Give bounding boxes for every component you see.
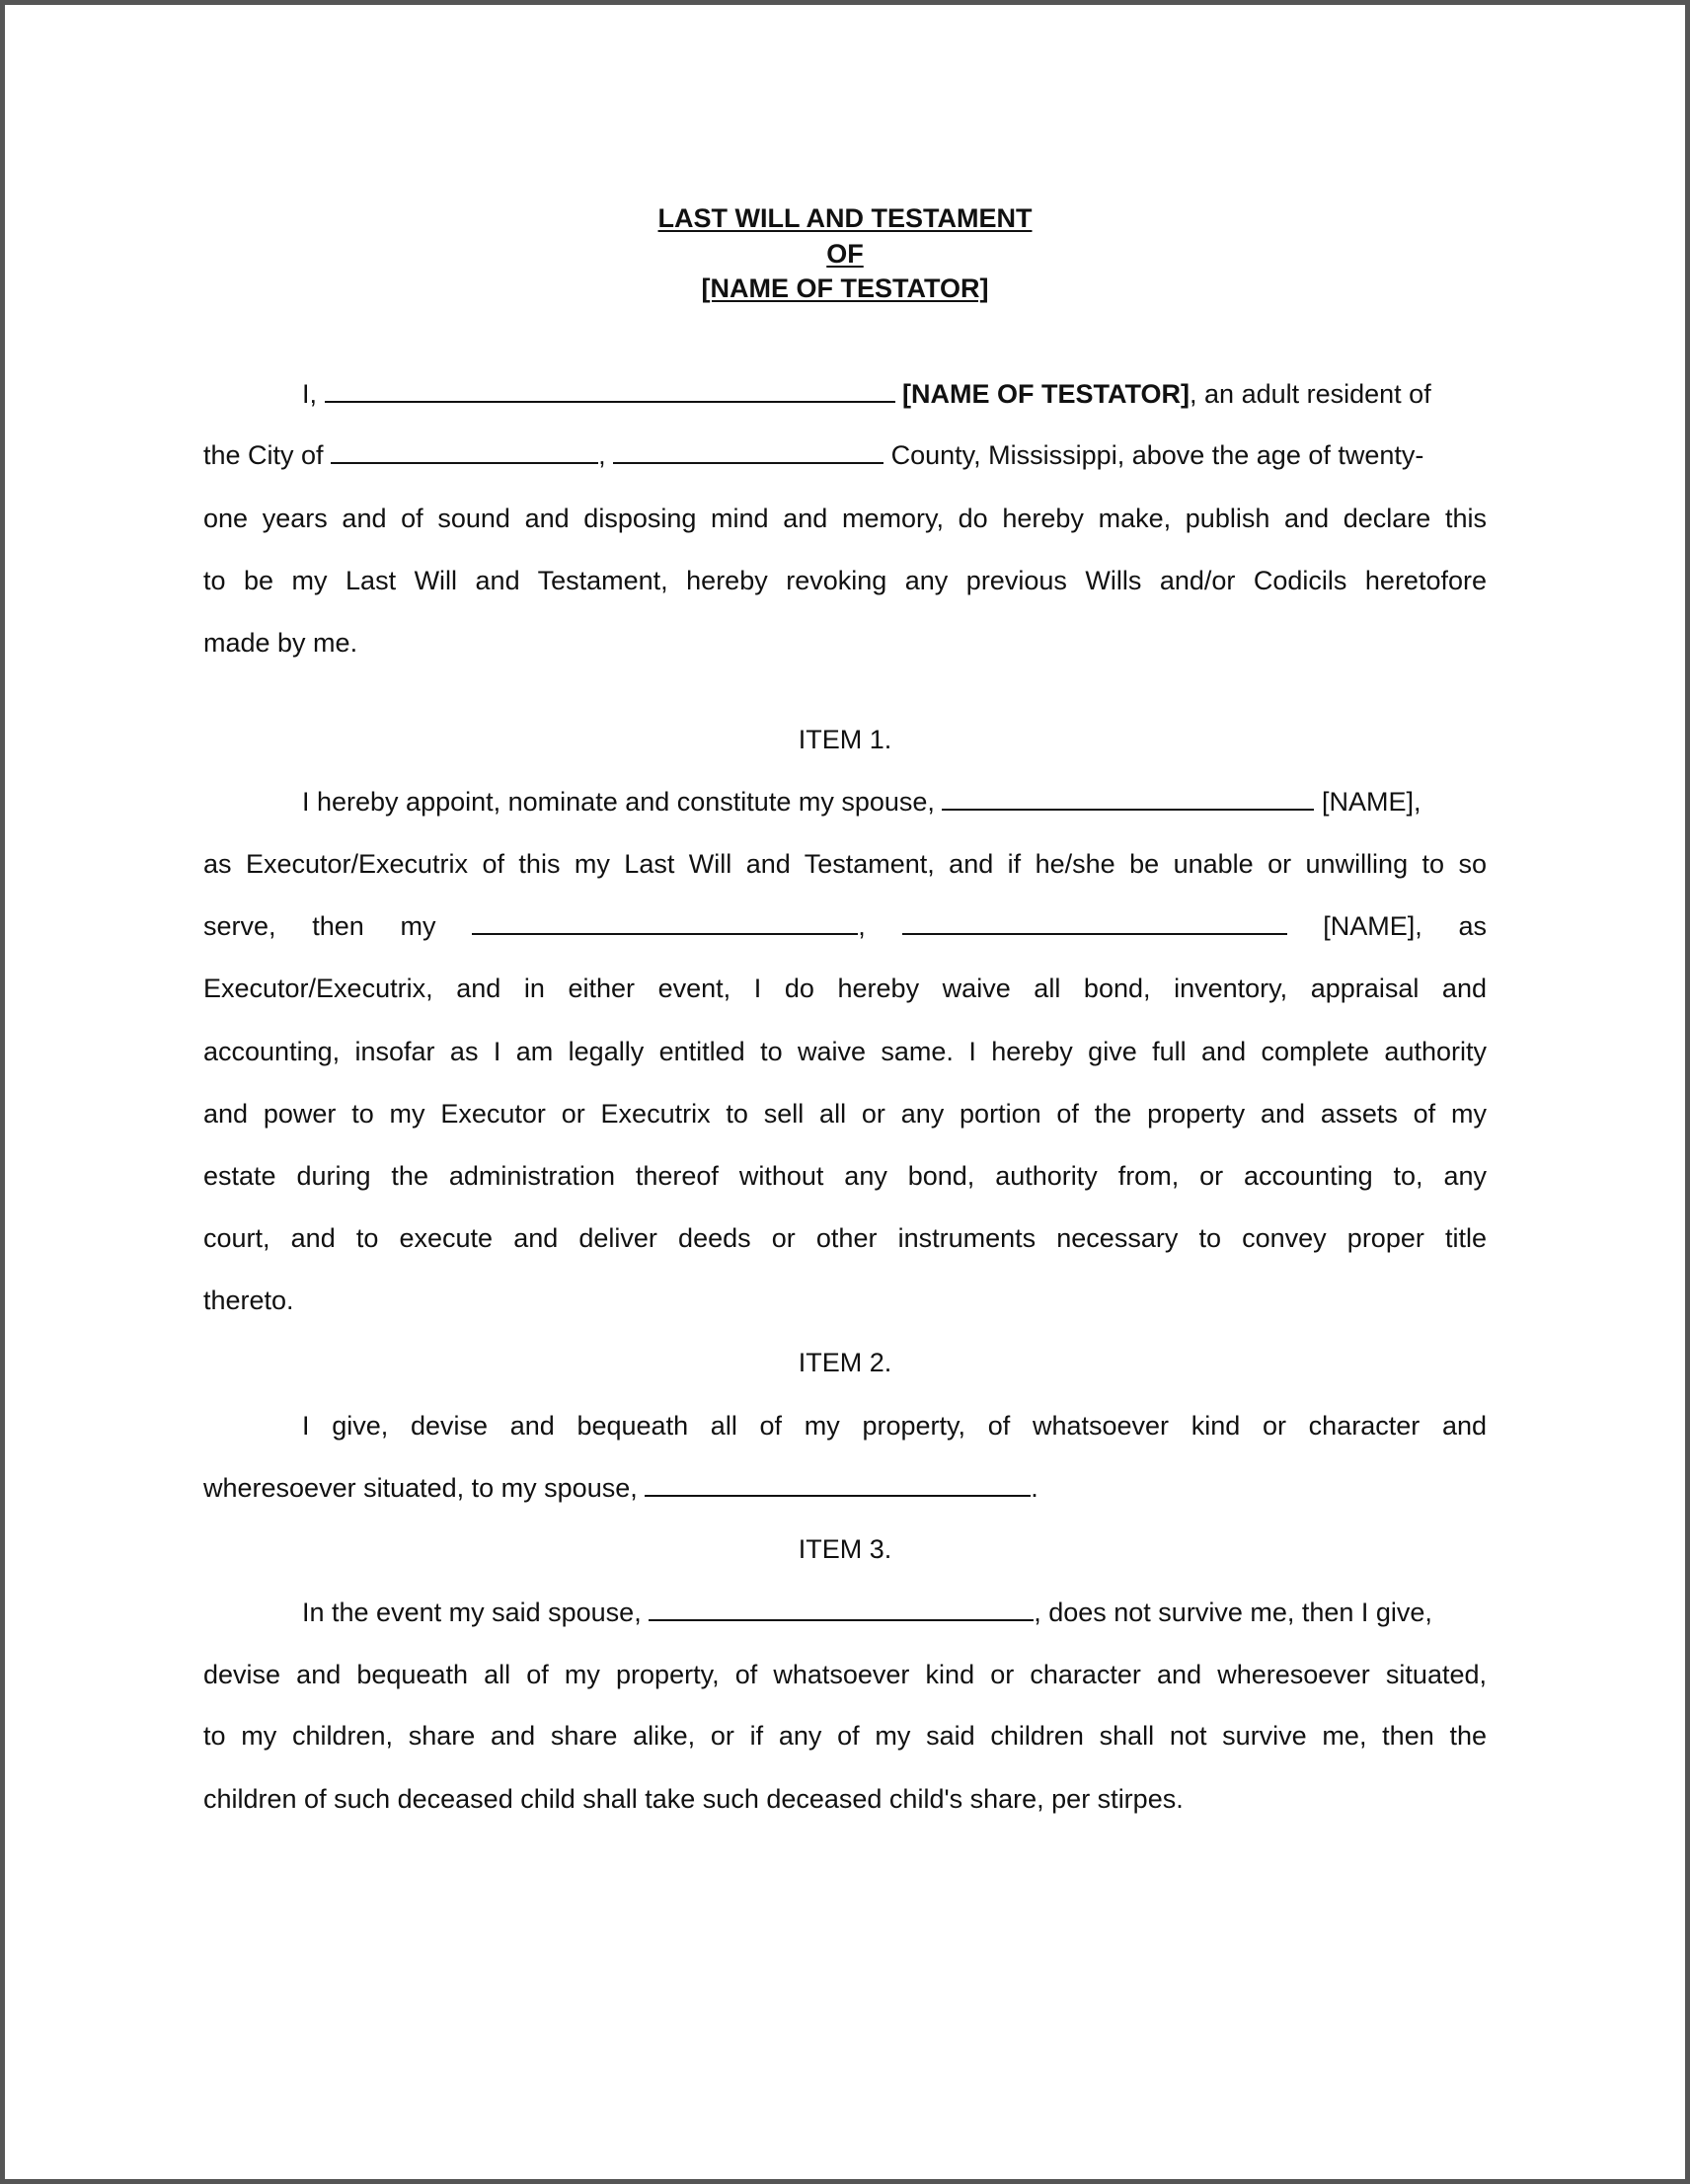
item1-line-3 — [203, 908, 1487, 944]
item1-line-9: thereto. — [203, 1286, 294, 1315]
text: [NAME], as — [1323, 911, 1487, 941]
item1-line-8: court, and to execute and deliver deeds or other instruments necessary to convey proper title — [203, 1223, 1487, 1253]
item-1-heading: ITEM 1. — [798, 725, 892, 754]
text: the City of — [203, 440, 324, 470]
text: , does not survive me, then I give, — [1034, 1598, 1432, 1627]
alternate-executor-blank[interactable] — [902, 909, 1287, 935]
item-2-heading: ITEM 2. — [798, 1348, 892, 1377]
item1-line-4: Executor/Executrix, and in either event, I do hereby waive all bond, inventory, appraisal and — [203, 974, 1487, 1003]
item2-line-2 — [203, 1470, 1487, 1506]
item1-line-6: and power to my Executor or Executrix to sell all or any portion of the property and assets of my — [203, 1099, 1487, 1129]
item3-line-4: children of such deceased child shall take such deceased child's share, per stirpes. — [203, 1784, 1184, 1814]
intro-line-5: made by me. — [203, 628, 358, 658]
text: I, — [302, 379, 318, 409]
item1-line-1 — [302, 784, 1487, 819]
spouse-beneficiary-blank[interactable] — [645, 1471, 1031, 1497]
city-blank[interactable] — [331, 438, 598, 464]
item3-line-1 — [302, 1595, 1487, 1630]
text: , — [598, 440, 606, 470]
title-line: OF — [826, 239, 864, 269]
item-3-heading: ITEM 3. — [798, 1534, 892, 1564]
text: wheresoever situated, to my spouse, — [203, 1473, 638, 1503]
item1-line-7: estate during the administration thereof without any bond, authority from, or accounting to, any — [203, 1161, 1487, 1191]
item2-line-1: I give, devise and bequeath all of my property, of whatsoever kind or character and — [302, 1411, 1487, 1441]
item3-line-3: to my children, share and share alike, or if any of my said children shall not survive me, then the — [203, 1721, 1487, 1751]
text: [NAME OF TESTATOR] — [902, 379, 1191, 409]
intro-line-1 — [302, 376, 1487, 412]
text: serve, then my — [203, 911, 436, 941]
text: County, Mississippi, above the age of twenty- — [890, 440, 1424, 470]
title-line: [NAME OF TESTATOR] — [701, 273, 989, 303]
title-line: LAST WILL AND TESTAMENT — [657, 203, 1033, 233]
spouse-name-blank[interactable] — [942, 785, 1314, 811]
text: I hereby appoint, nominate and constitute my spouse, — [302, 787, 935, 817]
text: [NAME], — [1321, 787, 1421, 817]
county-blank[interactable] — [613, 438, 883, 464]
intro-line-3: one years and of sound and disposing mind and memory, do hereby make, publish and declare this — [203, 504, 1487, 533]
intro-line-2 — [203, 437, 1487, 473]
alternate-relation-blank[interactable] — [472, 909, 858, 935]
testator-name-blank[interactable] — [325, 377, 895, 403]
item1-line-2: as Executor/Executrix of this my Last Will and Testament, and if he/she be unable or unwilling to so — [203, 849, 1487, 879]
text: In the event my said spouse, — [302, 1598, 642, 1627]
item3-line-2: devise and bequeath all of my property, of whatsoever kind or character and wheresoever situated, — [203, 1660, 1487, 1689]
document-title-name — [0, 272, 1690, 305]
spouse-name-blank-2[interactable] — [649, 1596, 1034, 1621]
intro-line-4: to be my Last Will and Testament, hereby revoking any previous Wills and/or Codicils heretofore — [203, 566, 1487, 595]
document-title-of — [0, 237, 1690, 271]
text: , an adult resident of — [1190, 379, 1431, 409]
item1-line-5: accounting, insofar as I am legally entitled to waive same. I hereby give full and complete authority — [203, 1037, 1487, 1066]
text: . — [1031, 1473, 1038, 1503]
text: , — [858, 911, 866, 941]
document-title — [0, 201, 1690, 235]
